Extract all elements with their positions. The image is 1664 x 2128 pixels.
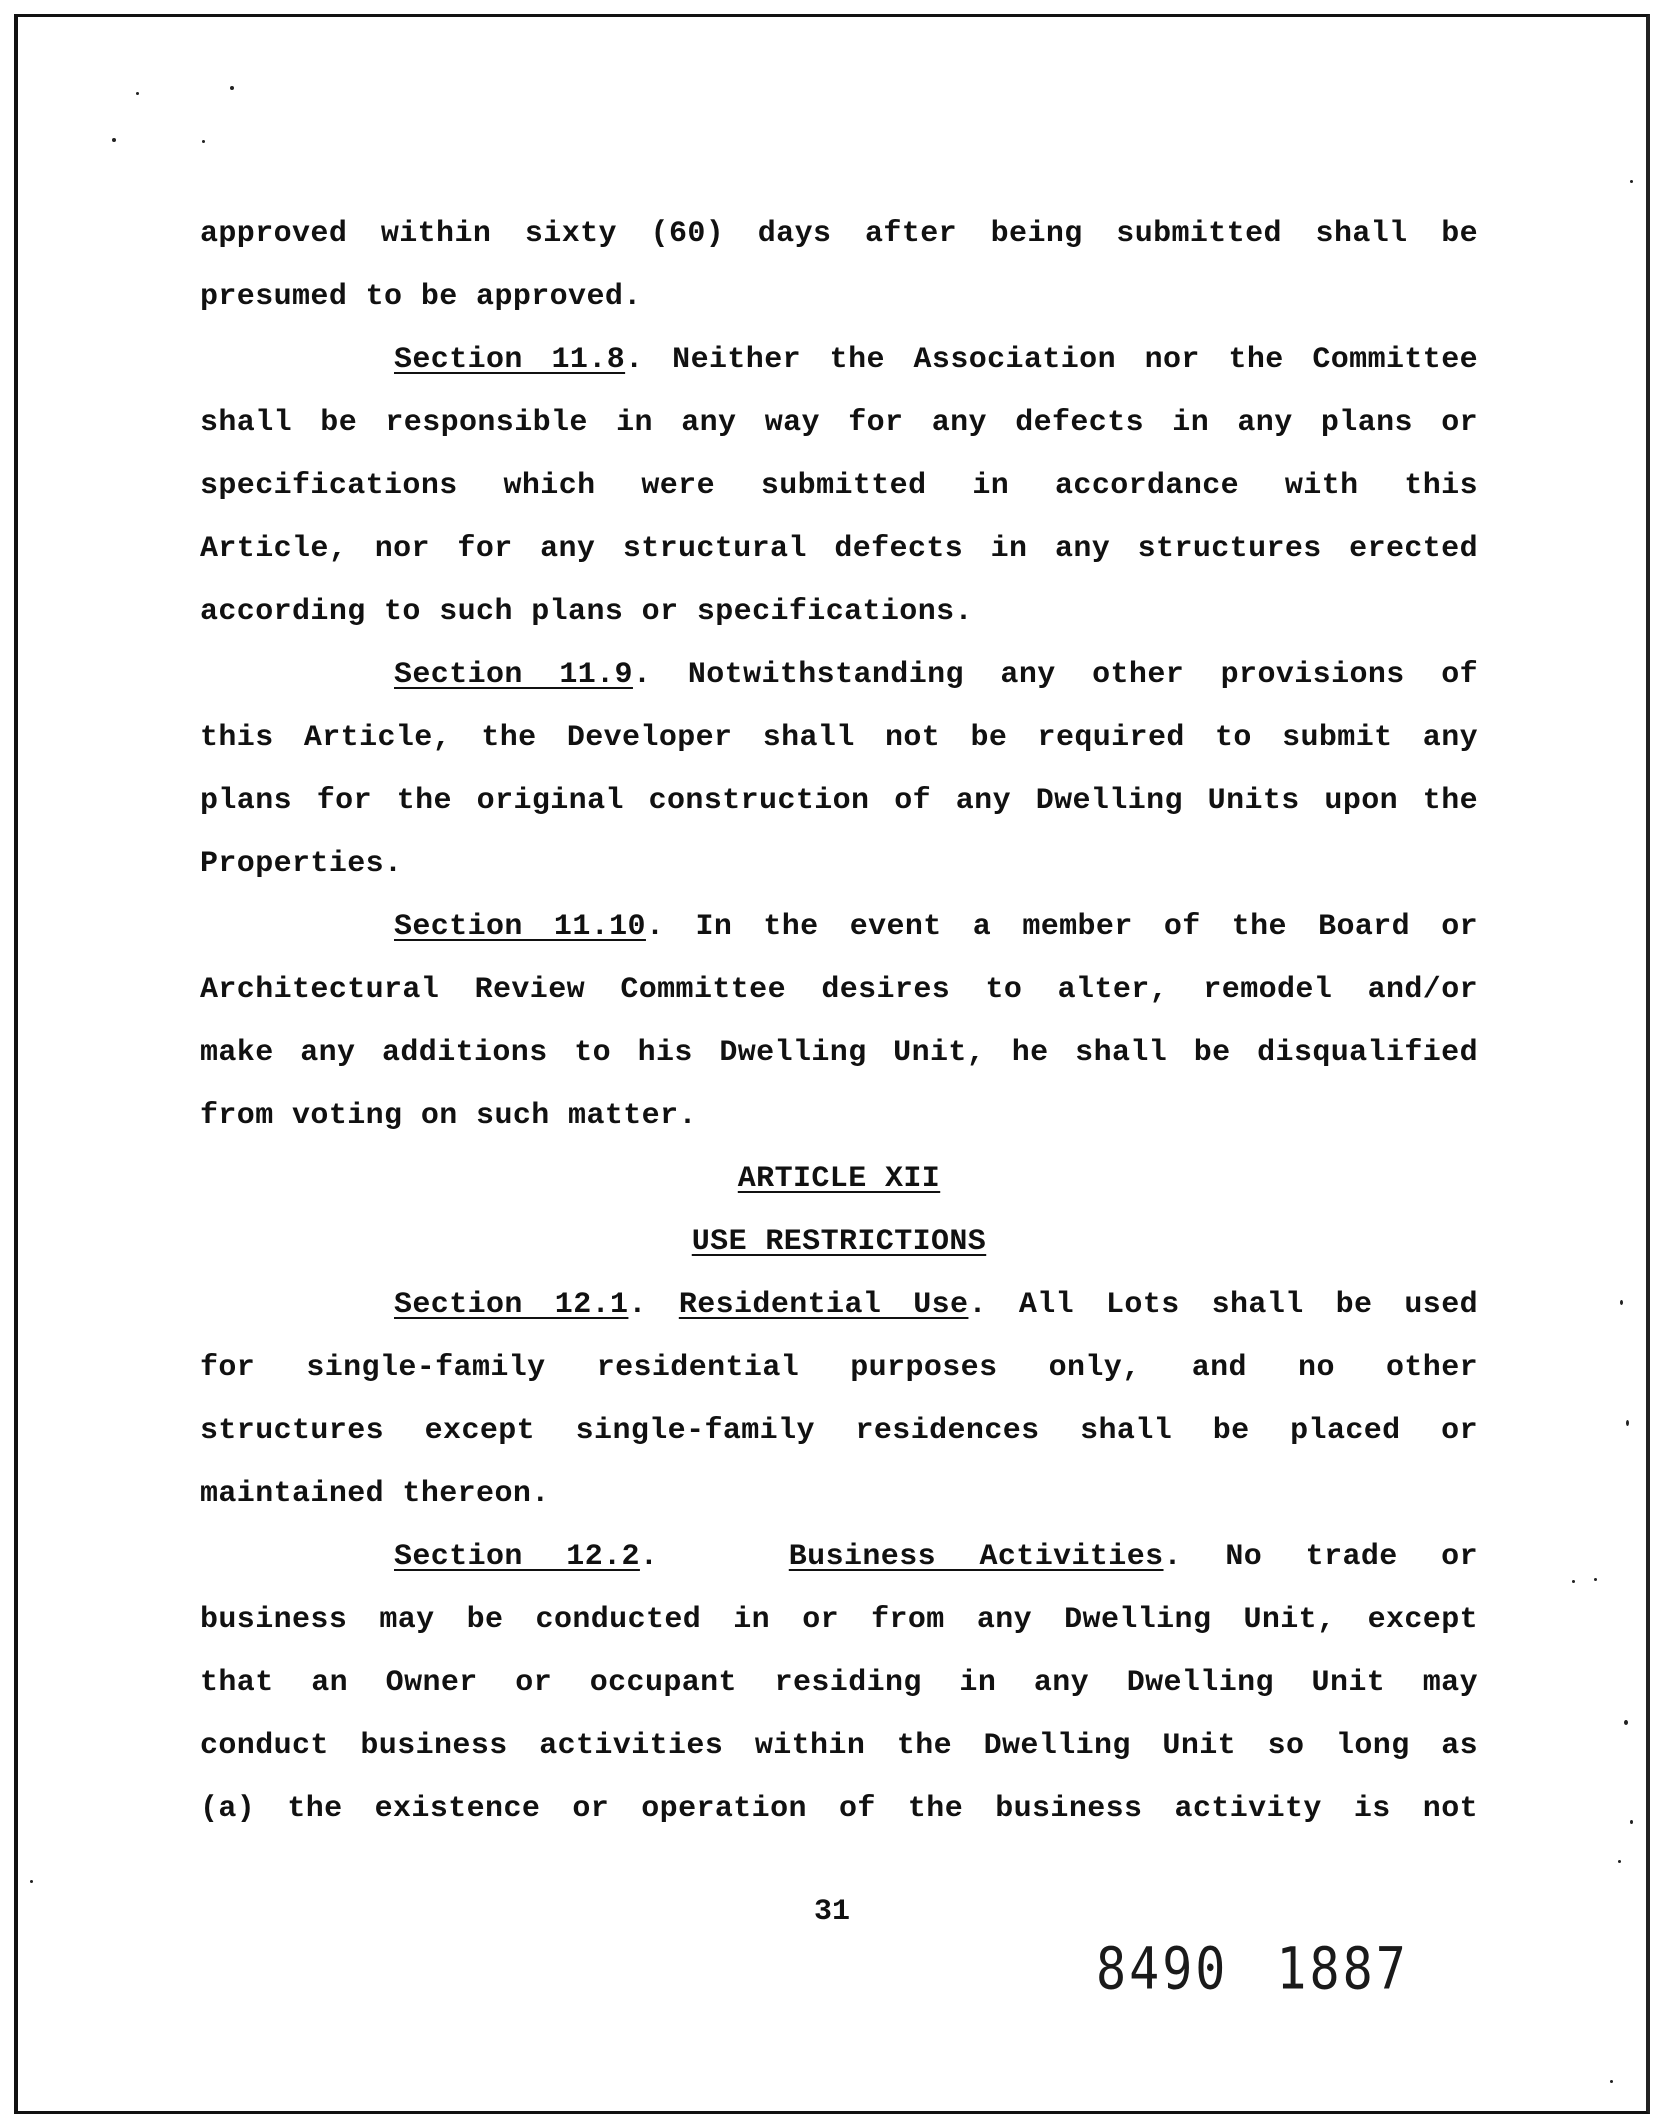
scan-speck [1618,1860,1621,1863]
scan-speck [1572,1580,1575,1583]
body-line: make any additions to his Dwelling Unit, he shall be disqualified [200,1036,1478,1070]
section-heading-line [200,644,1478,707]
body-line: Article, nor for any structural defects in any structures erected [200,532,1478,566]
body-line: maintained thereon. [200,1477,550,1511]
section-title: Residential Use [678,1288,969,1322]
article-title: USE RESTRICTIONS [691,1225,987,1259]
scan-speck [202,140,205,143]
scan-speck [1610,2080,1613,2083]
scan-speck [1626,1420,1629,1426]
body-line: conduct business activities within the Dwelling Unit so long as [200,1729,1478,1763]
scan-speck [1624,1720,1628,1725]
section-lead-text: . Neither the Association nor the Committee [625,343,1479,377]
stamp-book-number: 8490 [1096,1935,1229,2003]
scan-speck [1630,1820,1633,1824]
body-line: for single-family residential purposes only, and no other [200,1351,1478,1385]
section-lead-text: . In the event a member of the Board or [645,910,1478,944]
section-lead-text: . No trade or [1163,1540,1478,1574]
stamp-page-number: 1887 [1276,1935,1409,2003]
body-line: from voting on such matter. [200,1099,697,1133]
body-line: specifications which were submitted in accordance with this [200,469,1478,503]
section-punct: . [639,1540,789,1574]
scan-speck [1630,180,1633,183]
body-line: Architectural Review Committee desires to alter, remodel and/or [200,973,1478,1007]
section-title: Business Activities [788,1540,1164,1574]
body-line: structures except single-family residences shall be placed or [200,1414,1478,1448]
body-line: business may be conducted in or from any Dwelling Unit, except [200,1603,1478,1637]
section-number: Section 12.2 [394,1540,640,1574]
section-number: Section 11.8 [394,343,626,377]
scan-speck [230,86,234,90]
section-number: Section 11.9 [394,658,633,692]
body-line: that an Owner or occupant residing in any Dwelling Unit may [200,1666,1478,1700]
section-heading-line [200,1274,1478,1337]
body-line: Properties. [200,847,403,881]
section-lead-text: . Notwithstanding any other provisions of [632,658,1478,692]
section-heading-line [200,896,1478,959]
body-line: presumed to be approved. [200,280,642,314]
article-heading: ARTICLE XII [737,1162,941,1196]
recording-stamp [1096,1936,1409,2003]
section-number: Section 12.1 [394,1288,629,1322]
section-heading-line [200,329,1478,392]
body-line: this Article, the Developer shall not be required to submit any [200,721,1478,755]
article-heading-line [200,1148,1478,1211]
body-line: approved within sixty (60) days after being submitted shall be [200,217,1478,251]
body-line: (a) the existence or operation of the business activity is not [200,1792,1478,1826]
body-line: shall be responsible in any way for any defects in any plans or [200,406,1478,440]
scan-speck [1620,1300,1623,1305]
section-lead-text: . All Lots shall be used [968,1288,1478,1322]
document-body [200,203,1478,1841]
body-line: according to such plans or specifications. [200,595,973,629]
scan-speck [30,1880,33,1883]
section-number: Section 11.10 [394,910,646,944]
scan-speck [1594,1578,1597,1581]
body-line: plans for the original construction of any Dwelling Units upon the [200,784,1478,818]
scan-speck [112,138,116,142]
scan-speck [136,92,139,95]
section-heading-line [200,1526,1478,1589]
page-number: 31 [813,1895,850,1929]
article-title-line [200,1211,1478,1274]
section-punct: . [628,1288,679,1322]
